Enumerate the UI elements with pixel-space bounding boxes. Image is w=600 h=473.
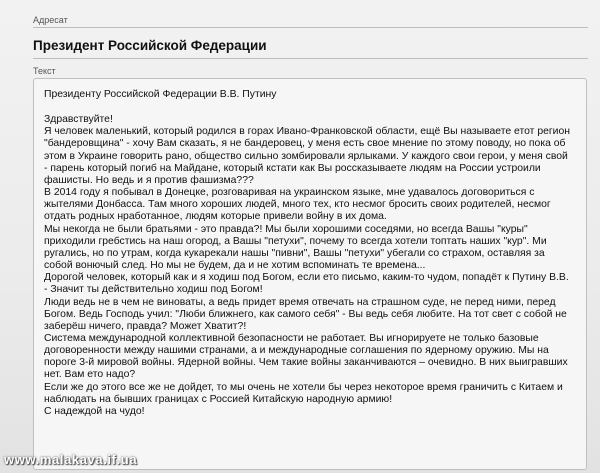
letter-textarea[interactable] [33, 78, 587, 470]
recipient-field-label: Адресат [33, 15, 68, 25]
site-watermark: www.malakava.if.ua [4, 452, 138, 467]
letter-paragraph: Люди ведь не в чем не виноваты, а ведь придет время отвечать на страшном суде, не перед ними, перед Богом. Ведь Господь учил: "Люби ближнего, как самого себя" - Вы ведь себя любите. На тот свет с собой не заберёш ничего, правда? Может Хватит?! [44, 296, 567, 332]
recipient-top-divider [33, 27, 588, 28]
letter-paragraph: Система международной коллективной безопасности не работает. Вы игнорируете не только базовые договоренности между нашими странами, а и международные соглашения по ядерному оружию. Мы на пороге 3-й мировой войны. Ядерной войны. Чем такие войны заканчиваются – очевидно. В них выигравших нет. Вам ето надо? [44, 332, 568, 381]
text-field-label: Текст [33, 66, 56, 76]
letter-paragraph: Мы некогда не были братьями - это правда?! Мы были хорошими соседями, но всегда Вашы "куры" приходили гребстись на наш огород, а Вашы "петухи", почему то всегда хотели топтать наших "кур". Ми ругались, но по утрам, когда кукарекали нашы "пивни", Вашы "петухи" убегали со страхом, оставляя за собой вонючый след. Но мы не будем, да и не хотим вспоминать те времена... [44, 223, 547, 272]
recipient-bottom-divider [33, 58, 588, 59]
recipient-field[interactable]: Президент Российской Федерации [33, 38, 267, 53]
letter-paragraph: В 2014 году я побывал в Донецке, розговаривая на украинском языке, мне удавалось договориться с жытелями Донбасса. Там много хороших людей, много тех, кто несмог бросить своих родителей, несмог отдать родных нработанное, людям которые привели войну в их дома. [44, 187, 551, 223]
letter-paragraph: Я человек маленький, который родился в горах Ивано-Франковской области, ещё Вы называете етот регион "бандеровщина" - хочу Вам сказать, я не бандеровец, у меня есть свое мнение по этому поводу, но пока об этом в Украине говорить рано, общество сильно зомбировали ярлыками. У каждого свои герои, у меня свой - парень который погиб на Майдане, который кстати как Вы россказываете людям на России устроили фашисты. Но ведь и я против фашизма??? [44, 126, 570, 186]
letter-paragraph: Если же до этого все же не дойдет, то мы очень не хотели бы через некоторое время граничить с Китаем и наблюдать на бывших границах с Россией Китайскую народную армию! [44, 381, 563, 405]
letter-address: Президенту Российской Федерации В.В. Путину [44, 89, 277, 100]
letter-paragraph: Дорогой человек, который как и я ходиш под Богом, если ето письмо, каким-то чудом, попадёт к Путину В.В. - Значит ты действительно ходиш под Богом! [44, 272, 569, 296]
letter-paragraph: С надеждой на чудо! [44, 405, 145, 417]
letter-body [44, 89, 574, 418]
letter-paragraph: Здравствуйте! [44, 114, 113, 126]
